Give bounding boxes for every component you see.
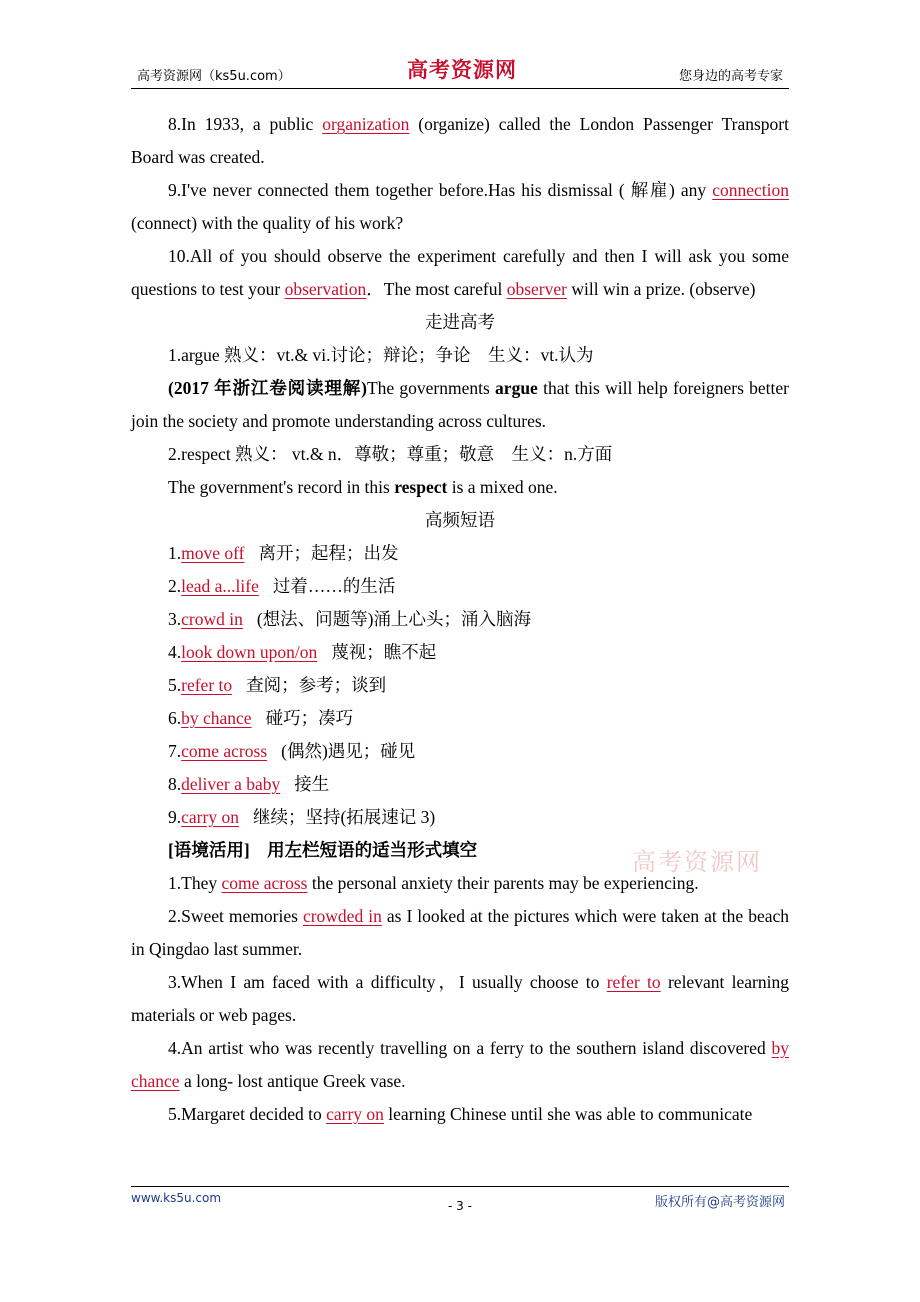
header-site-name: 高考资源网（ks5u.com） [137,69,291,84]
phrase-item: 3.crowd in (想法、问题等)涌上心头；涌入脑海 [168,609,532,629]
practice-sentence-3: 3.When I am faced with a difficulty，I usually choose to refer to relevant learning materials or web pages. [131,972,789,1025]
word-argue-example: (2017 年浙江卷阅读理解)The governments argue that this will help foreigners better join the society and promote understanding across cultures. [131,378,790,431]
phrases-heading: 高频短语 [425,510,495,530]
practice-title: [语境活用] 用左栏短语的适当形式填空 [168,840,478,860]
phrase-item: 5.refer to 查阅；参考；谈到 [168,675,387,695]
word-argue-definition: 1.argue 熟义：vt.& vi.讨论；辩论；争论 生义：vt.认为 [168,345,594,365]
practice-sentence-5: 5.Margaret decided to carry on learning Chinese until she was able to communicate [168,1104,753,1124]
phrase-item: 7.come across (偶然)遇见；碰见 [168,741,416,761]
phrase-item: 6.by chance 碰巧；凑巧 [168,708,354,728]
answer-organization: organization [322,114,410,134]
answer-observation: observation [284,279,367,299]
phrase-item: 2.lead a...life 过着……的生活 [168,576,396,596]
word-respect-definition: 2.respect 熟义： vt.& n．尊敬；尊重；敬意 生义：n.方面 [168,444,613,464]
answer-observer: observer [506,279,567,299]
phrase-item: 4.look down upon/on 蔑视；瞧不起 [168,642,437,662]
footer-url[interactable]: www.ks5u.com [131,1191,222,1205]
header-logo: 高考资源网 [407,57,517,82]
phrase-list [131,537,789,834]
item-10: 10.All of you should observe the experiment carefully and then I will ask you some questions to test your observation．The most careful observer will win a prize. (observe) [131,246,789,299]
page-number: - 3 - [448,1199,472,1213]
practice-sentence-4: 4.An artist who was recently travelling on a ferry to the southern island discovered by chance a long- lost antique Greek vase. [131,1038,789,1091]
practice-sentence-1: 1.They come across the personal anxiety their parents may be experiencing. [168,873,699,893]
exam-heading: 走进高考 [425,312,495,332]
phrase-item: 8.deliver a baby 接生 [168,774,330,794]
item-9: 9.I've never connected them together before.Has his dismissal ( 解雇) any connection (connect) with the quality of his work? [131,180,789,233]
item-8: 8.In 1933, a public organization (organize) called the London Passenger Transport Board was created. [131,114,789,167]
watermark-logo: 高考资源网 [632,848,762,876]
document-body [131,108,789,1131]
footer-copyright: 版权所有@高考资源网 [654,1195,785,1210]
phrase-item: 9.carry on 继续；坚持(拓展速记 3) [168,807,436,827]
answer-connection: connection [712,180,789,200]
header-slogan: 您身边的高考专家 [678,69,783,84]
phrase-item: 1.move off 离开；起程；出发 [168,543,399,563]
practice-sentence-2: 2.Sweet memories crowded in as I looked at the pictures which were taken at the beach in Qingdao last summer. [131,906,789,959]
page-footer [131,1186,789,1213]
page-header [131,52,789,89]
word-respect-example: The government's record in this respect is a mixed one. [168,477,558,497]
